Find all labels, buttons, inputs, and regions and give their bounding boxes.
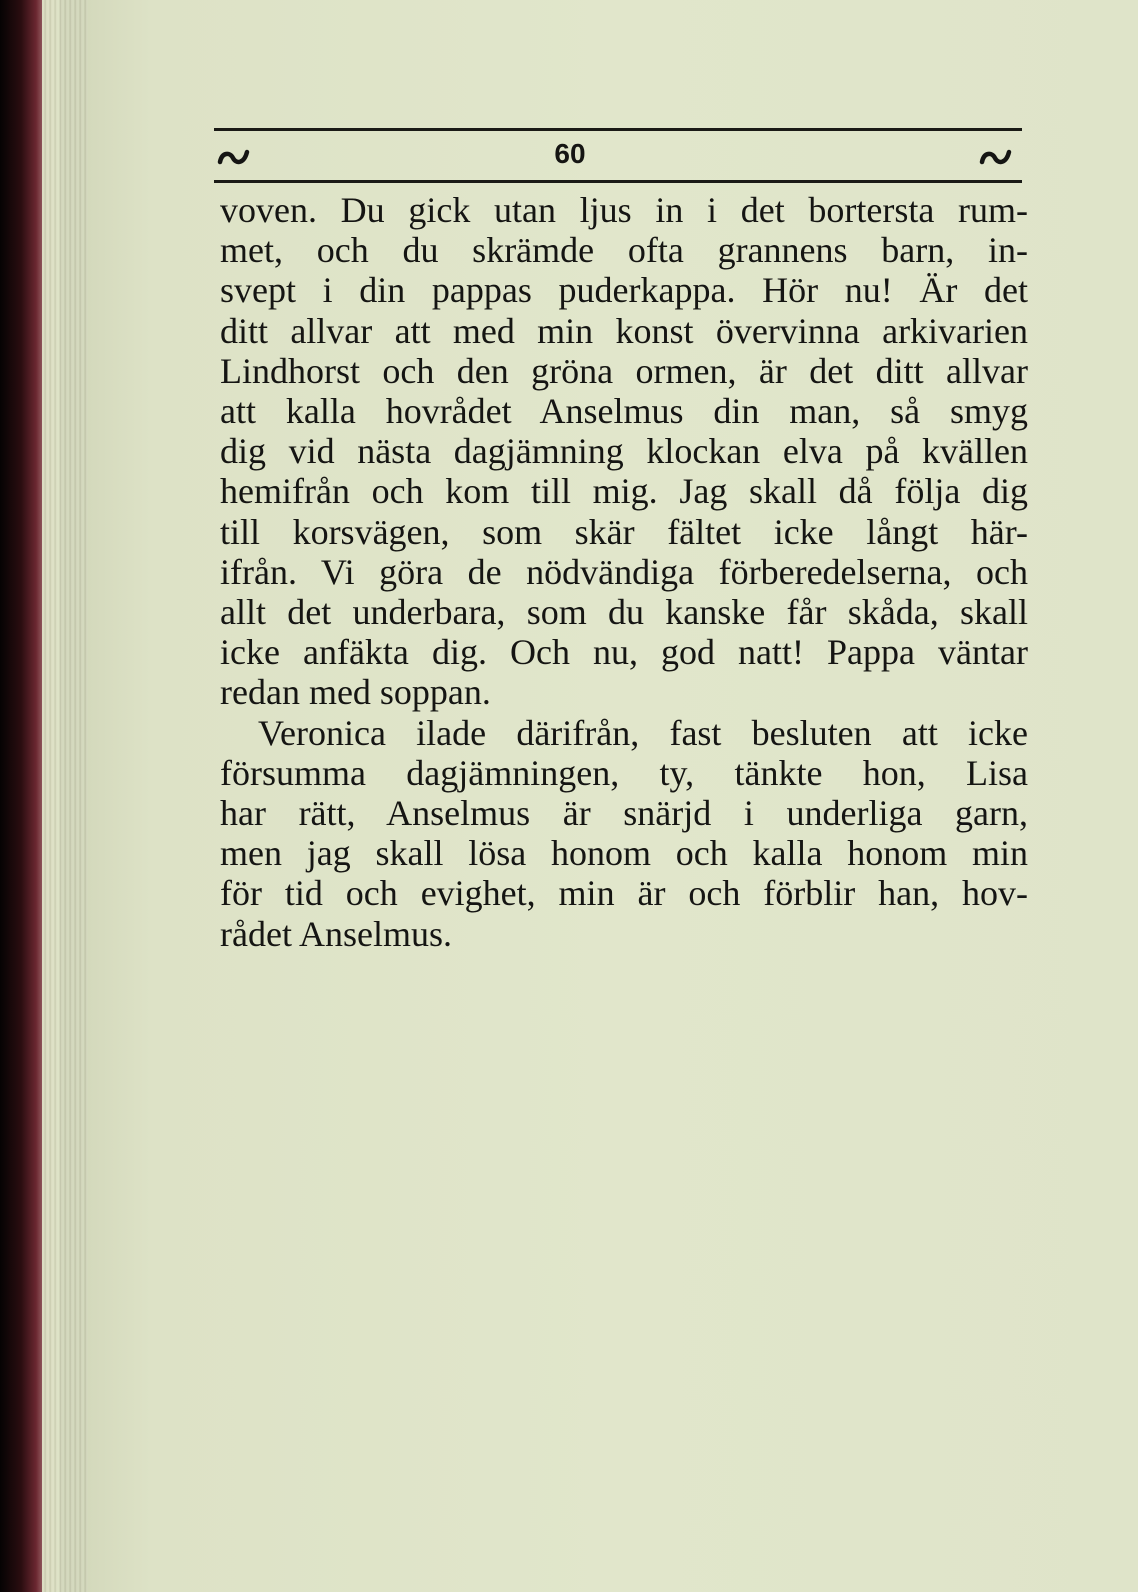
body-text [220,190,1028,954]
text-line: för tid och evighet, min är och förblir han, hov- [220,873,1028,914]
swash-ornament-left-icon [216,144,252,168]
text-line: rådet Anselmus. [220,913,452,954]
page-number: 60 [554,138,586,169]
header-rule-bottom [214,180,1022,183]
paragraph-veronica [220,713,1028,954]
text-line: att kalla hovrådet Anselmus din man, så smyg [220,391,1028,432]
header-rule-top [214,128,1022,131]
text-line: allt det underbara, som du kanske får skåda, skall [220,592,1028,633]
paragraph-continued [220,190,1028,713]
text-line: met, och du skrämde ofta grannens barn, in- [220,230,1028,271]
text-line: försumma dagjämningen, ty, tänkte hon, Lisa [220,752,1028,793]
text-line: till korsvägen, som skär fältet icke långt här- [220,511,1028,552]
text-line: hemifrån och kom till mig. Jag skall då följa dig [220,471,1028,512]
text-line: Lindhorst och den gröna ormen, är det ditt allvar [220,350,1028,391]
text-line: har rätt, Anselmus är snärjd i underliga garn, [220,793,1028,834]
text-line: redan med soppan. [220,672,491,713]
text-line: ifrån. Vi göra de nödvändiga förberedelserna, och [220,551,1028,592]
text-line: svept i din pappas puderkappa. Hör nu! Är det [220,270,1028,311]
swash-ornament-right-icon [978,144,1014,168]
text-line: men jag skall lösa honom och kalla honom min [220,833,1028,874]
text-line: Veronica ilade därifrån, fast besluten att icke [258,712,1028,753]
text-line: icke anfäkta dig. Och nu, god natt! Pappa väntar [220,632,1028,673]
text-line: dig vid nästa dagjämning klockan elva på kvällen [220,431,1028,472]
text-line: ditt allvar att med min konst övervinna arkivarien [220,310,1028,351]
text-line: voven. Du gick utan ljus in i det bortersta rum- [220,190,1028,230]
